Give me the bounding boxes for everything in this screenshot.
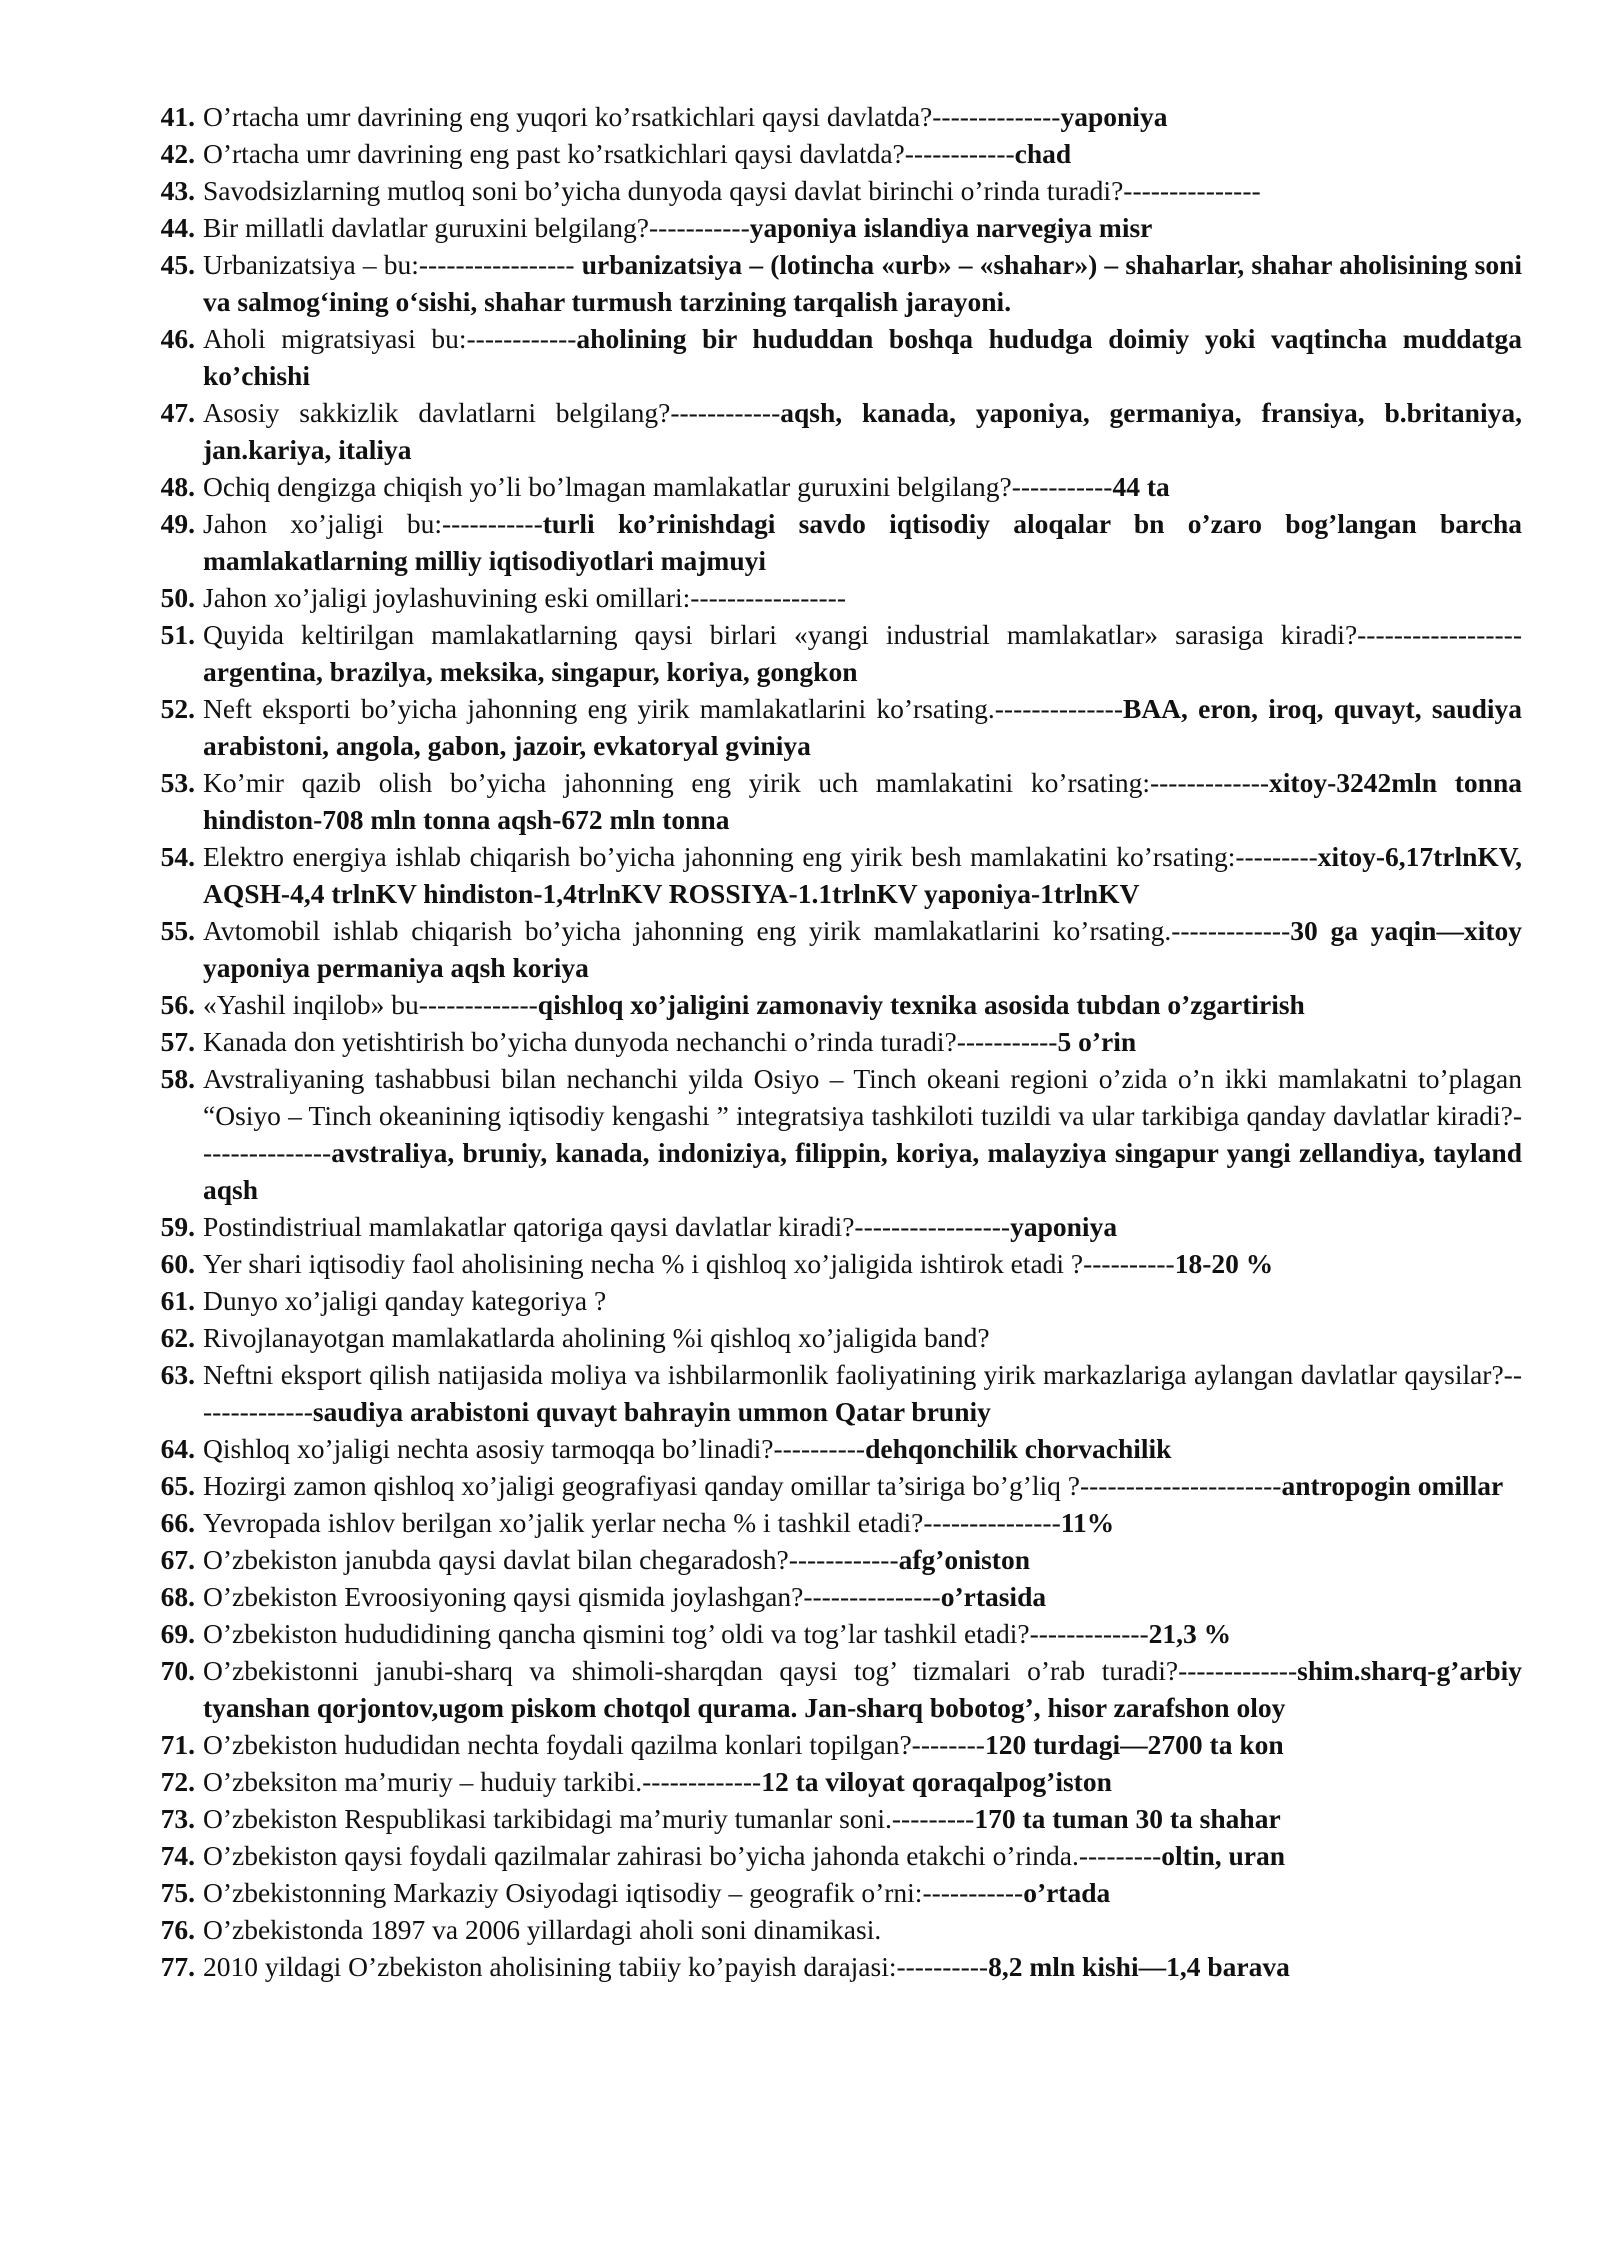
- item-number: 76.: [160, 1914, 195, 1945]
- list-item: [150, 1245, 1522, 1282]
- answer-text: yaponiya islandiya narvegiya misr: [749, 212, 1153, 243]
- answer-text: 18-20 %: [1174, 1248, 1274, 1279]
- question-text: Yer shari iqtisodiy faol aholisining necha % i qishloq xo’jaligida ishtirok etadi ?----------: [203, 1248, 1175, 1279]
- item-number: 64.: [160, 1433, 195, 1464]
- answer-text: shim.sharq-g’arbiy tyanshan qorjontov,ugom piskom chotqol qurama. Jan-sharq bobotog’, hisor zarafshon oloy: [203, 1655, 1522, 1723]
- item-number: 68.: [160, 1581, 195, 1612]
- item-text: [195, 468, 1522, 505]
- answer-text: 5 o’rin: [1057, 1026, 1137, 1057]
- list-item: [150, 912, 1522, 986]
- item-number: 61.: [160, 1285, 195, 1316]
- list-item: [150, 1578, 1522, 1615]
- list-item: [150, 172, 1522, 209]
- item-text: [195, 1874, 1522, 1911]
- answer-text: qishloq xo’jaligini zamonaviy texnika asosida tubdan o’zgartirish: [537, 989, 1305, 1020]
- item-text: [195, 1615, 1522, 1652]
- list-item: [150, 98, 1522, 135]
- item-number: 62.: [160, 1322, 195, 1353]
- item-text: [195, 764, 1522, 838]
- item-text: [195, 172, 1522, 209]
- list-item: [150, 690, 1522, 764]
- item-number: 50.: [160, 582, 195, 613]
- item-text: [195, 1652, 1522, 1726]
- question-text: Savodsizlarning mutloq soni bo’yicha dunyoda qaysi davlat birinchi o’rinda turadi?---------------: [203, 175, 1261, 206]
- question-text: 2010 yildagi O’zbekiston aholisining tabiiy ko’payish darajasi:----------: [203, 1951, 989, 1982]
- item-number: 70.: [160, 1655, 195, 1686]
- question-text: O’zbekiston hududidan nechta foydali qazilma konlari topilgan?--------: [203, 1729, 985, 1760]
- list-item: [150, 1911, 1522, 1948]
- item-text: [195, 1319, 1522, 1356]
- list-item: [150, 1615, 1522, 1652]
- question-text: Neft eksporti bo’yicha jahonning eng yirik mamlakatlarini ko’rsating.--------------: [203, 693, 1123, 724]
- item-text: [195, 579, 1522, 616]
- answer-text: aholining bir hududdan boshqa hududga doimiy yoki vaqtincha muddatga ko’chishi: [203, 323, 1522, 391]
- item-number: 71.: [160, 1729, 195, 1760]
- list-item: [150, 320, 1522, 394]
- list-item: [150, 468, 1522, 505]
- item-text: [195, 505, 1522, 579]
- question-text: O’rtacha umr davrining eng past ko’rsatkichlari qaysi davlatda?------------: [203, 138, 1015, 169]
- item-number: 44.: [160, 212, 195, 243]
- item-text: [195, 986, 1522, 1023]
- list-item: [150, 1541, 1522, 1578]
- answer-text: oltin, uran: [1161, 1840, 1286, 1871]
- item-text: [195, 1800, 1522, 1837]
- item-text: [195, 1504, 1522, 1541]
- item-text: [195, 838, 1522, 912]
- answer-text: 21,3 %: [1148, 1618, 1232, 1649]
- list-item: [150, 1763, 1522, 1800]
- list-item: [150, 616, 1522, 690]
- question-text: Bir millatli davlatlar guruxini belgilang?-----------: [203, 212, 750, 243]
- question-text: O’zbekistonni janubi-sharq va shimoli-sharqdan qaysi tog’ tizmalari o’rab turadi?-------------: [203, 1655, 1298, 1686]
- item-text: [195, 1245, 1522, 1282]
- question-text: O’zbekiston Respublikasi tarkibidagi ma’muriy tumanlar soni.---------: [203, 1803, 975, 1834]
- item-number: 73.: [160, 1803, 195, 1834]
- list-item: [150, 1023, 1522, 1060]
- item-text: [195, 1282, 1522, 1319]
- question-text: O’zbekistonda 1897 va 2006 yillardagi aholi soni dinamikasi.: [203, 1914, 882, 1945]
- answer-text: 44 ta: [1112, 471, 1170, 502]
- answer-text: o’rtada: [1023, 1877, 1111, 1908]
- answer-text: turli ko’rinishdagi savdo iqtisodiy aloqalar bn o’zaro bog’langan barcha mamlakatlarning milliy iqtisodiyotlari majmuyi: [203, 508, 1522, 576]
- item-number: 59.: [160, 1211, 195, 1242]
- item-text: [195, 1763, 1522, 1800]
- list-item: [150, 986, 1522, 1023]
- question-text: Neftni eksport qilish natijasida moliya va ishbilarmonlik faoliyatining yirik markazlariga aylangan davlatlar qaysilar?--------------: [203, 1359, 1522, 1427]
- answer-text: 12 ta viloyat qoraqalpog’iston: [761, 1766, 1112, 1797]
- item-text: [195, 209, 1522, 246]
- question-text: Asosiy sakkizlik davlatlarni belgilang?------------: [203, 397, 781, 428]
- list-item: [150, 135, 1522, 172]
- item-text: [195, 690, 1522, 764]
- answer-text: 120 turdagi—2700 ta kon: [984, 1729, 1284, 1760]
- item-number: 48.: [160, 471, 195, 502]
- item-number: 56.: [160, 989, 195, 1020]
- item-number: 51.: [160, 619, 195, 650]
- list-item: [150, 1837, 1522, 1874]
- list-item: [150, 1467, 1522, 1504]
- item-text: [195, 1578, 1522, 1615]
- answer-text: saudiya arabistoni quvayt bahrayin ummon Qatar bruniy: [312, 1396, 991, 1427]
- question-text: O’zbekiston janubda qaysi davlat bilan chegaradosh?------------: [203, 1544, 899, 1575]
- list-item: [150, 505, 1522, 579]
- item-number: 57.: [160, 1026, 195, 1057]
- question-text: Yevropada ishlov berilgan xo’jalik yerlar necha % i tashkil etadi?---------------: [203, 1507, 1061, 1538]
- answer-text: o’rtasida: [940, 1581, 1047, 1612]
- list-item: [150, 1948, 1522, 1985]
- question-text: Jahon xo’jaligi joylashuvining eski omillari:-----------------: [203, 582, 846, 613]
- list-item: [150, 1726, 1522, 1763]
- question-text: Avstraliyaning tashabbusi bilan nechanchi yilda Osiyo – Tinch okeani regioni o’zida o’n ikki mamlakatni to’plagan “Osiyo – Tinch okeanining iqtisodiy kengashi ” integratsiya tashkiloti tuzildi va ular tarkibiga qanday davlatlar kiradi?---------------: [203, 1063, 1522, 1168]
- question-text: O’zbekiston Evroosiyoning qaysi qismida joylashgan?---------------: [203, 1581, 941, 1612]
- question-text: O’zbekiston qaysi foydali qazilmalar zahirasi bo’yicha jahonda etakchi o’rinda.---------: [203, 1840, 1162, 1871]
- item-text: [195, 394, 1522, 468]
- answer-text: antropogin omillar: [1281, 1470, 1504, 1501]
- item-number: 77.: [160, 1951, 195, 1982]
- item-text: [195, 1541, 1522, 1578]
- question-text: Quyida keltirilgan mamlakatlarning qaysi birlari «yangi industrial mamlakatlar» sarasiga kiradi?------------------: [203, 619, 1522, 650]
- question-text: Avtomobil ishlab chiqarish bo’yicha jahonning eng yirik mamlakatlarini ko’rsating.-------------: [203, 915, 1291, 946]
- item-text: [195, 1726, 1522, 1763]
- item-number: 47.: [160, 397, 195, 428]
- item-number: 75.: [160, 1877, 195, 1908]
- item-number: 67.: [160, 1544, 195, 1575]
- question-text: Ochiq dengizga chiqish yo’li bo’lmagan mamlakatlar guruxini belgilang?-----------: [203, 471, 1113, 502]
- question-text: Rivojlanayotgan mamlakatlarda aholining %i qishloq xo’jaligida band?: [203, 1322, 990, 1353]
- item-number: 74.: [160, 1840, 195, 1871]
- item-number: 63.: [160, 1359, 195, 1390]
- item-text: [195, 912, 1522, 986]
- item-number: 58.: [160, 1063, 195, 1094]
- question-text: Elektro energiya ishlab chiqarish bo’yicha jahonning eng yirik besh mamlakatini ko’rsating:---------: [203, 841, 1318, 872]
- question-text: Ko’mir qazib olish bo’yicha jahonning eng yirik uch mamlakatini ko’rsating:-------------: [203, 767, 1270, 798]
- item-text: [195, 1430, 1522, 1467]
- item-number: 42.: [160, 138, 195, 169]
- answer-text: 30 ga yaqin—xitoy yaponiya permaniya aqsh koriya: [203, 915, 1522, 983]
- item-number: 55.: [160, 915, 195, 946]
- question-list: [150, 98, 1522, 1985]
- question-text: Kanada don yetishtirish bo’yicha dunyoda nechanchi o’rinda turadi?-----------: [203, 1026, 1058, 1057]
- answer-text: yaponiya: [1060, 101, 1168, 132]
- list-item: [150, 1800, 1522, 1837]
- item-number: 43.: [160, 175, 195, 206]
- item-text: [195, 1948, 1522, 1985]
- answer-text: dehqonchilik chorvachilik: [865, 1433, 1172, 1464]
- item-text: [195, 1023, 1522, 1060]
- answer-text: 170 ta tuman 30 ta shahar: [974, 1803, 1281, 1834]
- item-number: 60.: [160, 1248, 195, 1279]
- list-item: [150, 1319, 1522, 1356]
- item-text: [195, 1467, 1522, 1504]
- answer-text: argentina, brazilya, meksika, singapur, koriya, gongkon: [203, 656, 858, 687]
- item-text: [195, 320, 1522, 394]
- question-text: O’zbekiston hududidining qancha qismini tog’ oldi va tog’lar tashkil etadi?-------------: [203, 1618, 1149, 1649]
- question-text: Hozirgi zamon qishloq xo’jaligi geografiyasi qanday omillar ta’siriga bo’g’liq ?----------------------: [203, 1470, 1282, 1501]
- answer-text: chad: [1014, 138, 1072, 169]
- question-text: Postindistriual mamlakatlar qatoriga qaysi davlatlar kiradi?-----------------: [203, 1211, 1011, 1242]
- item-text: [195, 135, 1522, 172]
- list-item: [150, 1430, 1522, 1467]
- item-text: [195, 246, 1522, 320]
- list-item: [150, 246, 1522, 320]
- answer-text: urbanizatsiya – (lotincha «urb» – «shahar») – shaharlar, shahar aholisining soni va salmog‘ining o‘sishi, shahar turmush tarzining tarqalish jarayoni.: [203, 249, 1522, 317]
- item-number: 65.: [160, 1470, 195, 1501]
- item-text: [195, 98, 1522, 135]
- item-text: [195, 1911, 1522, 1948]
- item-number: 54.: [160, 841, 195, 872]
- list-item: [150, 1652, 1522, 1726]
- question-text: O’zbekistonning Markaziy Osiyodagi iqtisodiy – geografik o’rni:-----------: [203, 1877, 1024, 1908]
- item-number: 52.: [160, 693, 195, 724]
- list-item: [150, 1504, 1522, 1541]
- item-number: 53.: [160, 767, 195, 798]
- question-text: O’rtacha umr davrining eng yuqori ko’rsatkichlari qaysi davlatda?--------------: [203, 101, 1061, 132]
- answer-text: 8,2 mln kishi—1,4 barava: [988, 1951, 1290, 1982]
- list-item: [150, 1356, 1522, 1430]
- list-item: [150, 1874, 1522, 1911]
- list-item: [150, 579, 1522, 616]
- question-text: Aholi migratsiyasi bu:------------: [203, 323, 577, 354]
- item-number: 46.: [160, 323, 195, 354]
- list-item: [150, 394, 1522, 468]
- item-text: [195, 1060, 1522, 1208]
- answer-text: xitoy-6,17trlnKV, AQSH-4,4 trlnKV hindiston-1,4trlnKV ROSSIYA-1.1trlnKV yaponiya-1trlnKV: [203, 841, 1522, 909]
- item-text: [195, 1837, 1522, 1874]
- list-item: [150, 838, 1522, 912]
- item-number: 41.: [160, 101, 195, 132]
- question-text: «Yashil inqilob» bu-------------: [203, 989, 538, 1020]
- question-text: Jahon xo’jaligi bu:-----------: [203, 508, 543, 539]
- answer-text: aqsh, kanada, yaponiya, germaniya, fransiya, b.britaniya, jan.kariya, italiya: [203, 397, 1522, 465]
- answer-text: xitoy-3242mln tonna hindiston-708 mln tonna aqsh-672 mln tonna: [203, 767, 1522, 835]
- question-text: Urbanizatsiya – bu:-----------------: [203, 249, 582, 280]
- item-text: [195, 1356, 1522, 1430]
- list-item: [150, 209, 1522, 246]
- answer-text: afg’oniston: [898, 1544, 1031, 1575]
- answer-text: yaponiya: [1010, 1211, 1118, 1242]
- answer-text: avstraliya, bruniy, kanada, indoniziya, filippin, koriya, malayziya singapur yangi zellandiya, tayland aqsh: [203, 1137, 1522, 1205]
- question-text: Qishloq xo’jaligi nechta asosiy tarmoqqa bo’linadi?----------: [203, 1433, 866, 1464]
- answer-text: BAA, eron, iroq, quvayt, saudiya arabistoni, angola, gabon, jazoir, evkatoryal gviniya: [203, 693, 1523, 761]
- list-item: [150, 764, 1522, 838]
- answer-text: 11%: [1060, 1507, 1115, 1538]
- item-number: 45.: [160, 249, 195, 280]
- list-item: [150, 1282, 1522, 1319]
- question-text: O’zbeksiton ma’muriy – huduiy tarkibi.-------------: [203, 1766, 762, 1797]
- list-item: [150, 1060, 1522, 1208]
- item-text: [195, 616, 1522, 690]
- item-number: 72.: [160, 1766, 195, 1797]
- item-text: [195, 1208, 1522, 1245]
- item-number: 66.: [160, 1507, 195, 1538]
- item-number: 69.: [160, 1618, 195, 1649]
- list-item: [150, 1208, 1522, 1245]
- question-text: Dunyo xo’jaligi qanday kategoriya ?: [203, 1285, 607, 1316]
- item-number: 49.: [160, 508, 195, 539]
